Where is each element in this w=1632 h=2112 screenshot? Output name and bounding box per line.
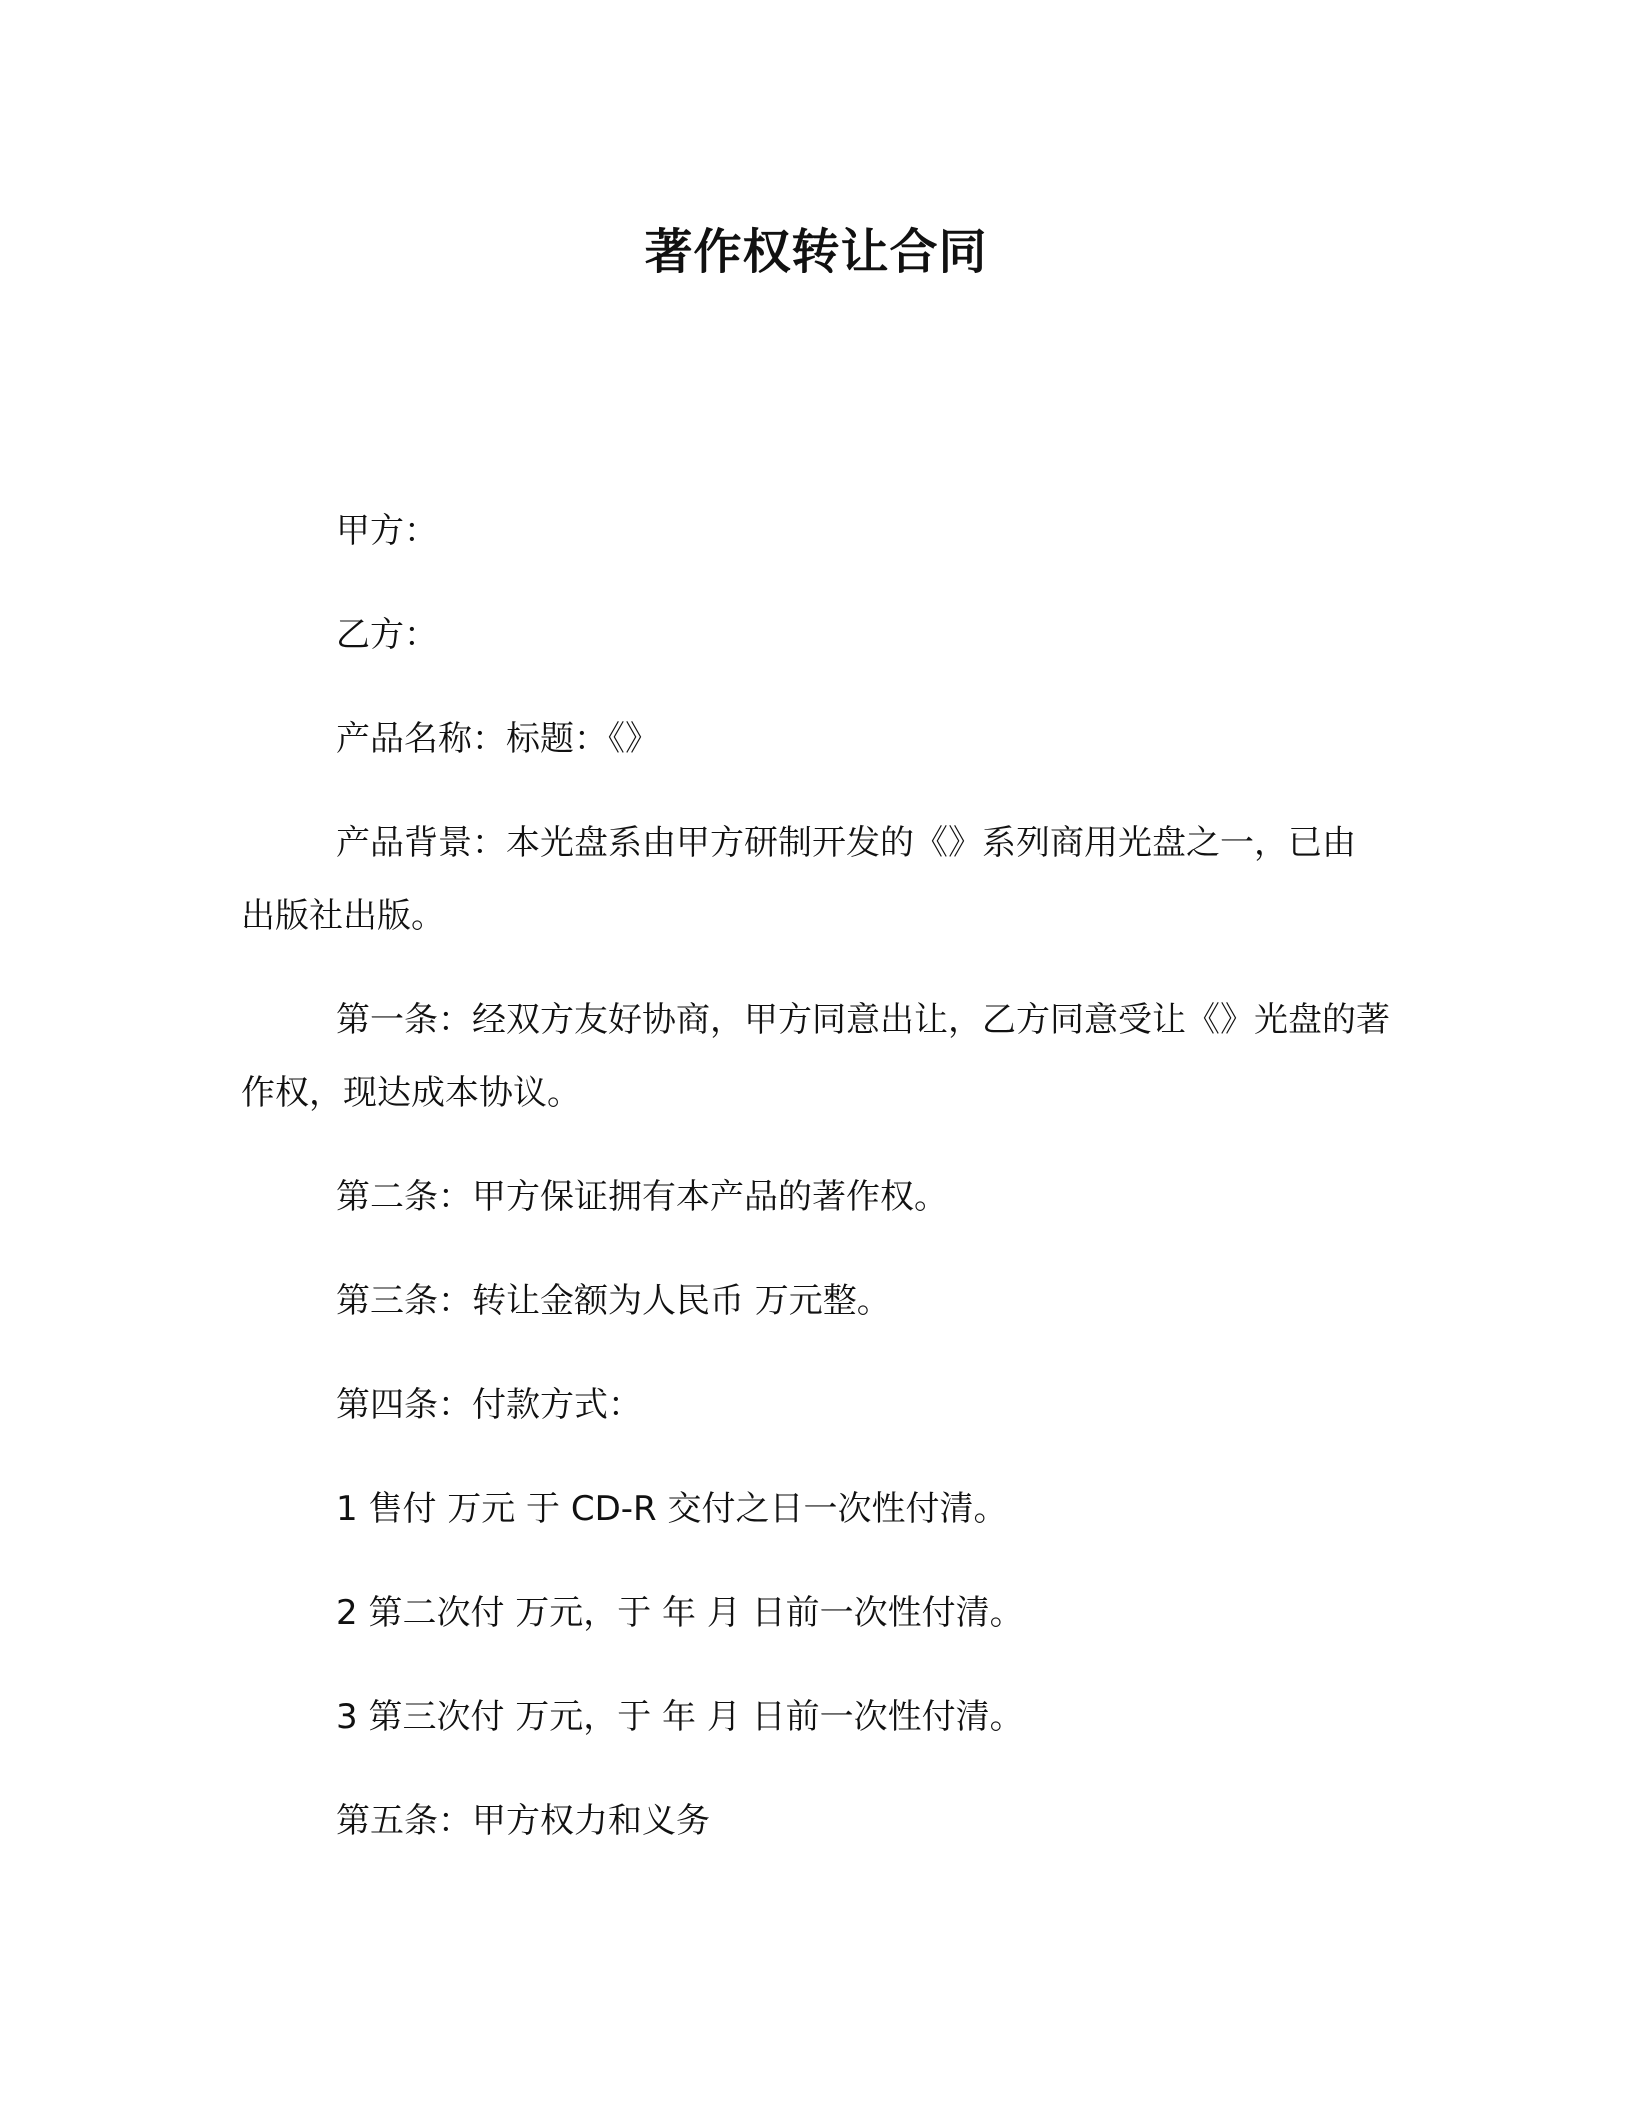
product-name-line: 产品名称：标题：《》 — [336, 719, 659, 759]
article-4-heading: 第四条：付款方式： — [336, 1385, 642, 1425]
product-background-paragraph: 产品背景：本光盘系由甲方研制开发的《》系列商用光盘之一，已由 出版社出版。 — [241, 823, 1356, 936]
document-title: 著作权转让合同 — [644, 224, 988, 280]
party-a-line: 甲方： — [336, 511, 438, 551]
article-2-paragraph: 第二条：甲方保证拥有本产品的著作权。 — [336, 1177, 948, 1217]
article-3-paragraph: 第三条：转让金额为人民币 万元整。 — [336, 1281, 891, 1321]
party-b-line: 乙方： — [336, 615, 438, 655]
payment-item-3: 3 第三次付 万元，于 年 月 日前一次性付清。 — [336, 1697, 1024, 1737]
payment-item-2: 2 第二次付 万元，于 年 月 日前一次性付清。 — [336, 1593, 1024, 1633]
article-5-heading: 第五条：甲方权力和义务 — [336, 1801, 710, 1841]
document-body — [241, 495, 1391, 1889]
article-1-paragraph: 第一条：经双方友好协商，甲方同意出让，乙方同意受让《》光盘的著作权，现达成本协议。 — [241, 1000, 1390, 1113]
payment-item-1: 1 售付 万元 于 CD-R 交付之日一次性付清。 — [336, 1489, 1008, 1529]
